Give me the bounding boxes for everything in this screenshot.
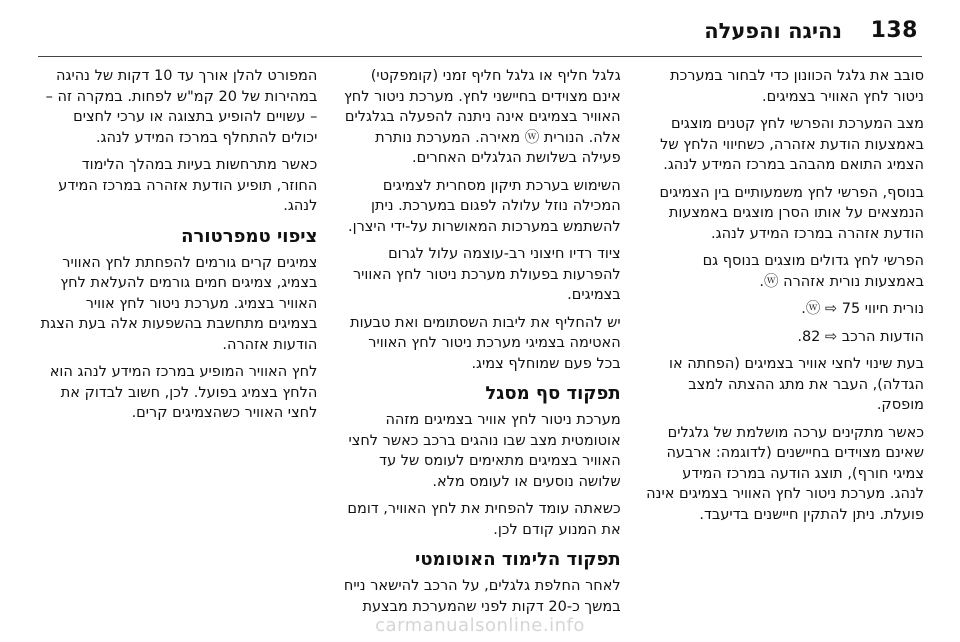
page-number: 138 [870,18,918,43]
text-columns [38,66,924,614]
header-divider [38,56,922,57]
paragraph: מערכת ניטור לחץ אוויר בצמיגים מזהה אוטומטית מצב שבו נוהגים ברכב כאשר לחצי האוויר בצמיגים מתאימים לעומס של עד שלושה נוסעים או לעומס מלא. [348,412,621,490]
paragraph: לחץ האוויר המופיע במרכז המידע לנהג הוא הלחץ בצמיג בפועל. לכן, חשוב לבדוק את לחצי האוויר כשהצמיגים קרים. [49,364,318,421]
paragraph: הודעות הרכב ⇨ 82. [797,328,924,345]
page-header [0,0,960,58]
paragraph: לאחר החלפת גלגלים, על הרכב להישאר נייח במשך כ-20 דקות לפני שהמערכת מבצעת [343,578,621,614]
section-heading: ציפוי טמפרטורה [181,225,318,247]
paragraph: כשאתה עומד להפחית את לחץ האוויר, דומם את המנוע קודם לכן. [347,501,621,538]
text-column-1 [645,66,924,614]
section-title: נהיגה והפעלה [704,19,842,43]
section-heading: תפקוד הלימוד האוטומטי [415,549,621,570]
text-column-2 [341,66,620,614]
paragraph: בעת שינוי לחצי אוויר בצמיגים (הפחתה או הגדלה), העבר את מתג ההצתה למצב מופסק. [669,356,924,413]
paragraph: נורית חיווי ⓦ ⇨ 75. [801,301,924,317]
section-heading: תפקוד סף מסגל [485,383,621,404]
paragraph: השימוש בערכת תיקון מסחרית לצמיגים המכילה נוזל עלולה לפגום במערכת. ניתן להשתמש במערכות המאושרות על-ידי היצרן. [348,177,621,235]
paragraph: כאשר מתקינים ערכה מושלמת של גלגלים שאינם מצוידים בחיישנים (לדוגמה: ארבעה צמיגי חורף), תוצג הודעה במרכז המידע לנהג. מערכת ניטור לחץ האוויר בצמיגים אינה פועלת. ניתן להתקין חיישנים בדיעבד. [646,424,924,523]
paragraph: צמיגים קרים גורמים להפחתת לחץ האוויר בצמיג, צמיגים חמים גורמים להעלאת לחץ האוויר בצמיג. מערכת ניטור לחץ אוויר בצמיגים מתחשבת בהשפעות אלה בעת הצגת הודעות אזהרה. [40,254,318,353]
paragraph: יש להחליף את ליבות השסתומים ואת טבעות האטימה בצמיגי מערכת ניטור לחץ האוויר בכל פעם שמוחלף צמיג. [350,314,621,372]
paragraph: בנוסף, הפרשי לחץ משמעותיים בין הצמיגים הנמצאים על אותו הסרן מוצגים באמצעות הודעת אזהרה במרכז המידע לנהג. [659,184,924,242]
text-column-3 [38,66,317,614]
watermark: carmanualsonline.info [375,615,585,636]
paragraph: סובב את גלגל הכוונון כדי לבחור במערכת ניטור לחץ האוויר בצמיגים. [670,68,924,105]
paragraph: כאשר מתרחשות בעיות במהלך הלימוד החוזר, תופיע הודעת אזהרה במרכז המידע לנהג. [58,157,318,214]
paragraph: המפורט להלן אורך עד 10 דקות של נהיגה במהירות של 20 קמ"ש לפחות. במקרה זה – – עשויים להופיע בתצוגה או ערכי לחצים יכולים להתחלף במרכז המידע לנהג. [45,68,318,146]
paragraph: הפרשי לחץ גדולים מוצגים בנוסף גם באמצעות נורית אזהרה ⓦ. [702,253,924,290]
paragraph: ציוד רדיו חיצוני רב-עוצמה עלול לגרום להפרעות בפעולת מערכת ניטור לחץ האוויר בצמיגים. [352,246,621,303]
paragraph: מצב המערכת והפרשי לחץ קטנים מוצגים באמצעות הודעת אזהרה, כשחיווי הלחץ של הצמיג התואם מהבהב במרכז המידע לנהג. [660,116,924,173]
paragraph: גלגל חליף או גלגל חליף זמני (קומפקטי) אינם מצוידים בחיישני לחץ. מערכת ניטור לחץ האוויר בצמיגים אינה ניתנה להפעלה בגלגלים אלה. הנורית ⓦ מאירה. המערכת נותרת פעילה בשלושת הגלגלים האחרים. [343,68,621,166]
